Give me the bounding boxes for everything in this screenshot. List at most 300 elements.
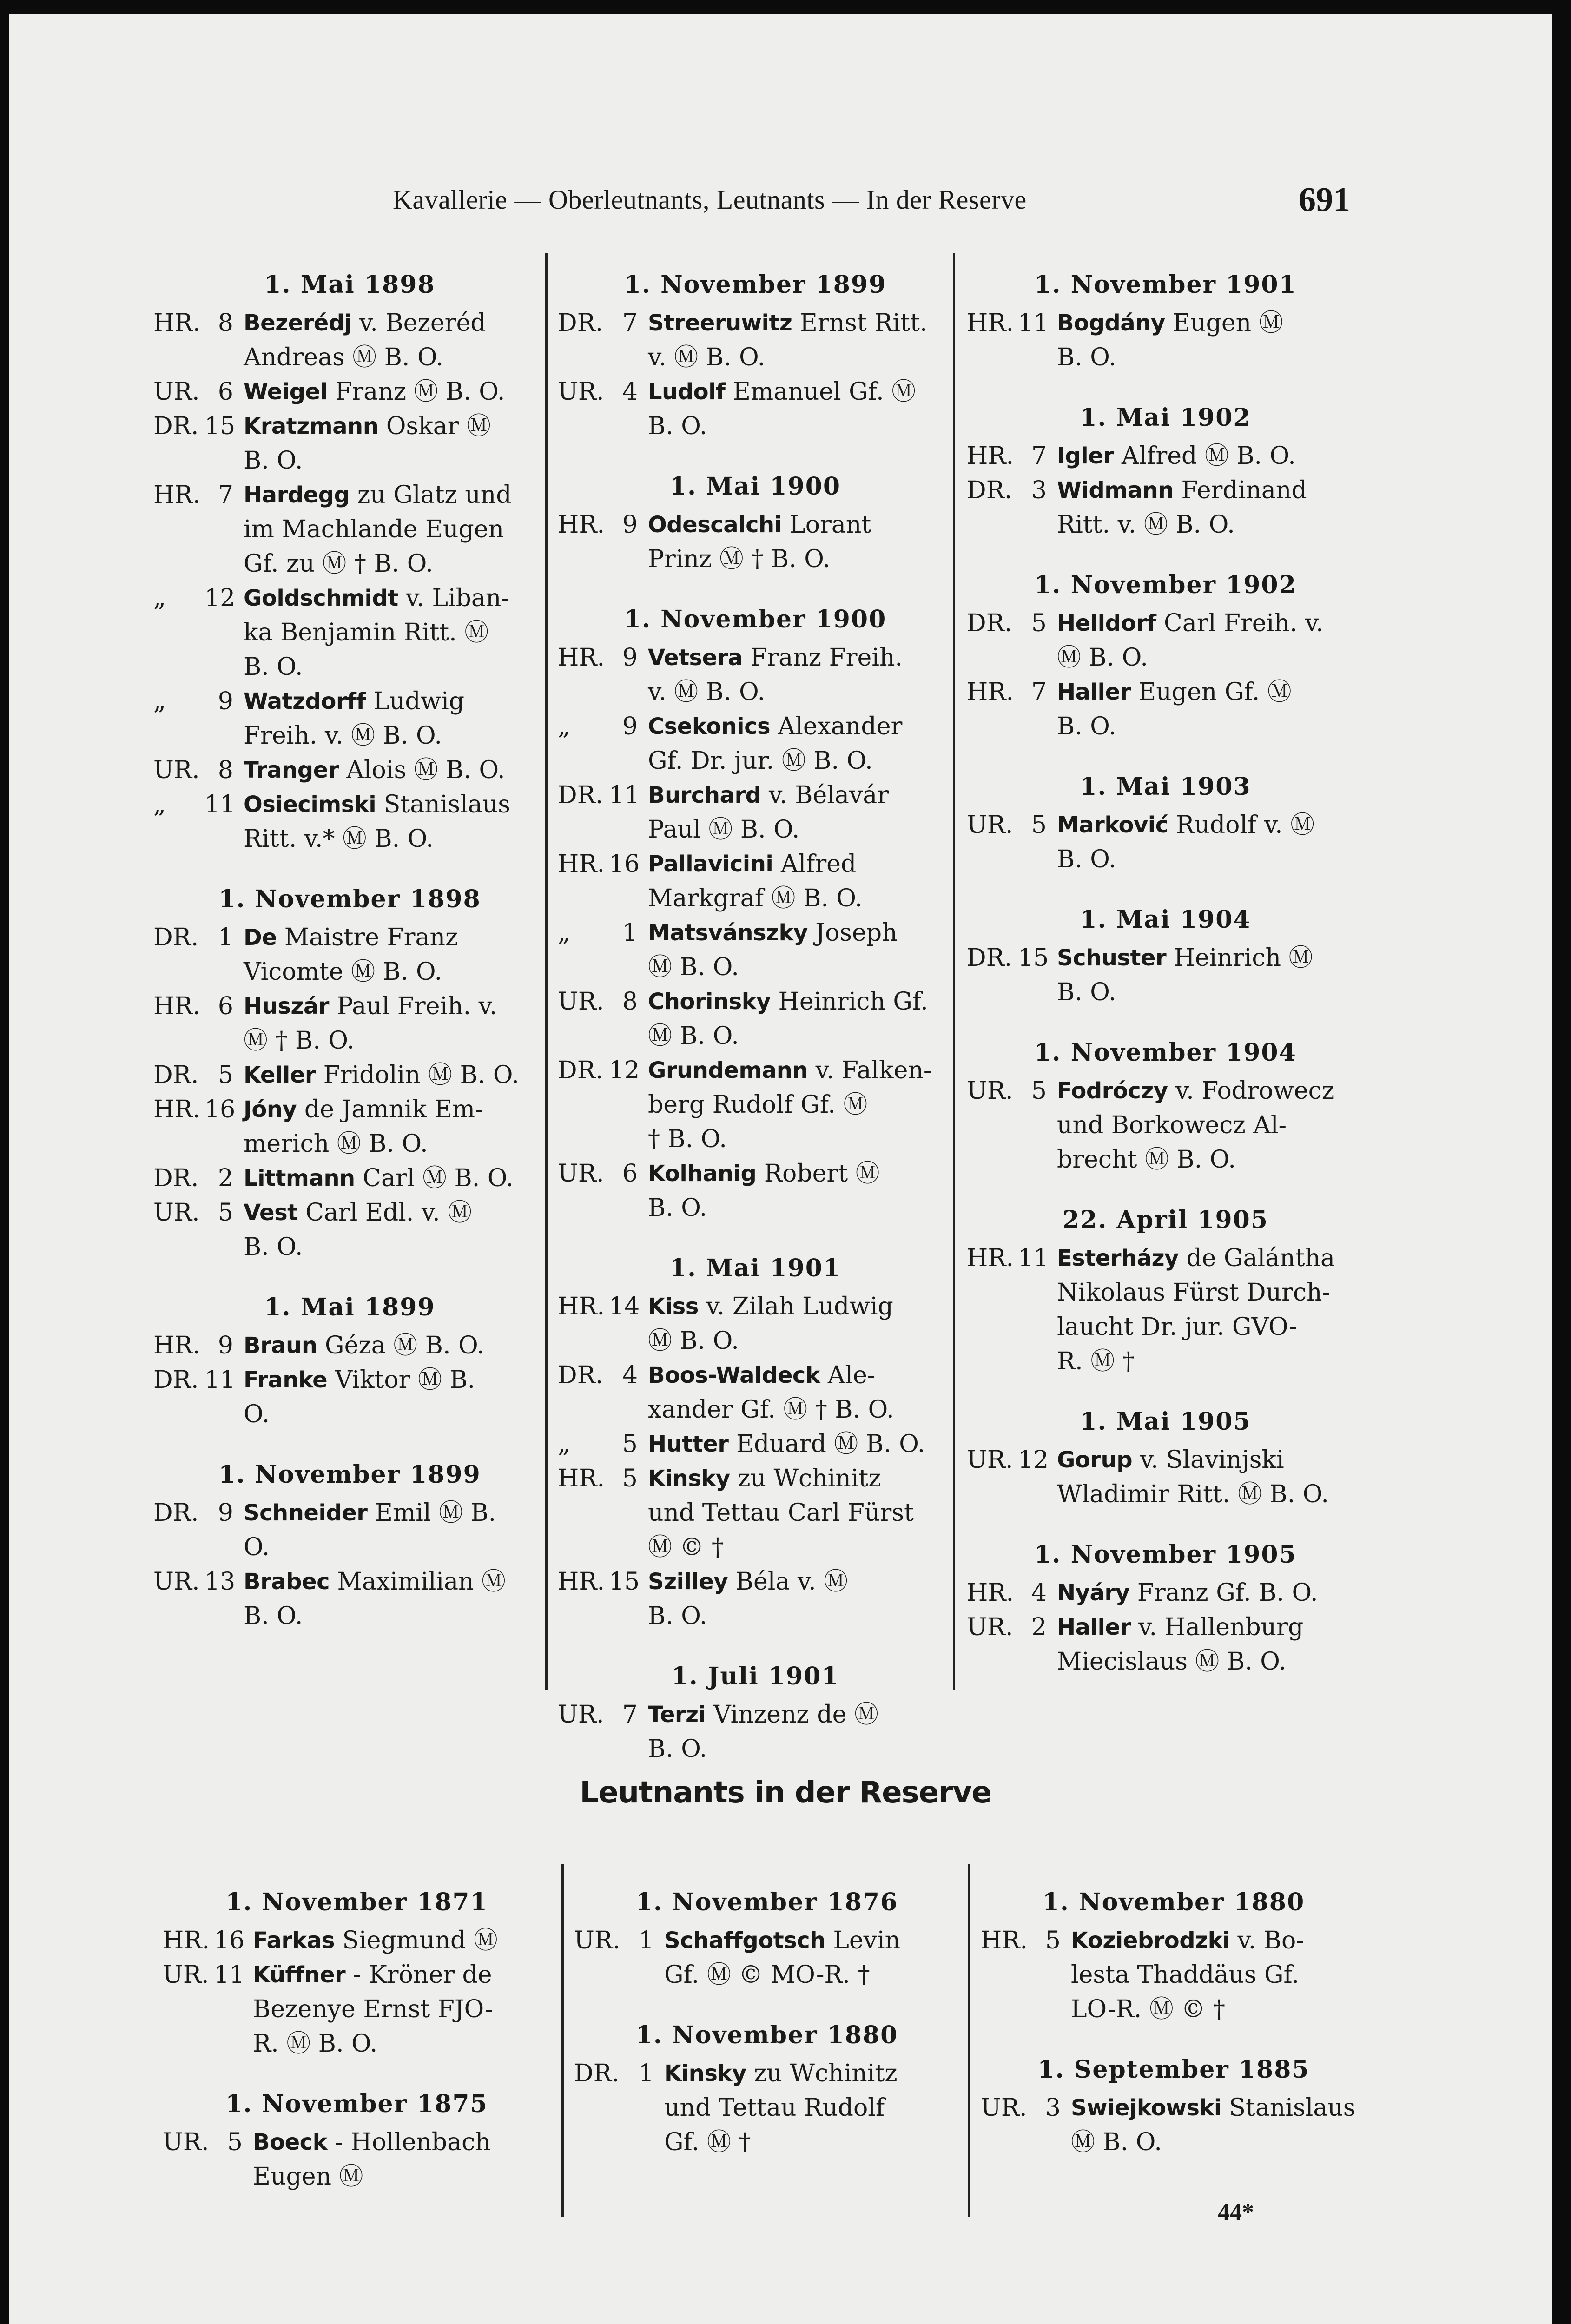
entry-text: Eduard Ⓜ B. O. xyxy=(728,1430,925,1458)
entry-text: B. O. xyxy=(244,1233,303,1261)
entry-text: Eugen Gf. Ⓜ xyxy=(1130,678,1292,706)
entry-line xyxy=(967,606,1364,640)
regiment-type: HR. xyxy=(163,1927,210,1954)
surname: Haller xyxy=(1057,1614,1131,1640)
regiment-type: DR. xyxy=(558,1361,603,1389)
register-entry xyxy=(153,581,546,684)
surname: Terzi xyxy=(648,1702,706,1728)
surname: Brabec xyxy=(244,1569,330,1595)
regiment-number: 7 xyxy=(1031,442,1047,470)
entry-text: im Machlande Eugen xyxy=(244,515,504,543)
entry-line xyxy=(967,1644,1364,1679)
entry-text: Paul Ⓜ B. O. xyxy=(648,816,800,844)
entry-line xyxy=(558,1191,953,1225)
date-heading: 1. Mai 1905 xyxy=(1080,1407,1251,1436)
entry-line xyxy=(153,1363,546,1397)
entry-line xyxy=(967,508,1364,542)
column-rule xyxy=(968,1864,970,2217)
regiment-number: 16 xyxy=(205,1096,236,1123)
date-heading: 1. November 1880 xyxy=(635,2021,898,2049)
regiment-number: 13 xyxy=(205,1568,236,1596)
entry-line xyxy=(153,1496,546,1530)
entry-text: Béla v. Ⓜ xyxy=(728,1568,848,1596)
regiment-number: 12 xyxy=(1018,1446,1049,1474)
regiment-type: UR. xyxy=(558,378,604,406)
entry-line xyxy=(558,881,953,916)
surname: Franke xyxy=(244,1367,328,1393)
entry-text: Alfred Ⓜ B. O. xyxy=(1114,442,1296,470)
entry-line xyxy=(558,306,953,340)
entry-line xyxy=(967,1610,1364,1644)
surname: Schneider xyxy=(244,1500,368,1526)
entry-text: Maistre Franz xyxy=(277,924,458,951)
entry-text: Miecislaus Ⓜ B. O. xyxy=(1057,1648,1287,1676)
regiment-type: UR. xyxy=(574,1927,620,1954)
register-entry xyxy=(153,920,546,989)
surname: Vetsera xyxy=(648,645,743,671)
entry-line xyxy=(967,1241,1364,1275)
regiment-type: HR. xyxy=(967,1244,1014,1272)
regiment-number: 4 xyxy=(622,378,638,406)
entry-line xyxy=(153,989,546,1023)
regiment-type: HR. xyxy=(153,481,201,509)
entry-text: Ferdinand xyxy=(1174,476,1307,504)
entry-text: B. O. xyxy=(648,1194,707,1222)
register-entry xyxy=(967,1576,1364,1610)
entry-text: Ritt. v. Ⓜ B. O. xyxy=(1057,511,1235,539)
surname: Kinsky xyxy=(664,2060,746,2086)
entry-text: Wladimir Ritt. Ⓜ B. O. xyxy=(1057,1480,1329,1508)
entry-text: † B. O. xyxy=(648,1125,727,1153)
entry-text: und Tettau Rudolf xyxy=(664,2094,885,2122)
register-entry xyxy=(558,1289,953,1358)
surname: Gorup xyxy=(1057,1447,1133,1473)
entry-line xyxy=(967,640,1364,675)
column-rule xyxy=(953,253,955,1690)
date-heading: 1. Mai 1899 xyxy=(264,1293,436,1321)
entry-text: Carl Edl. v. Ⓜ xyxy=(297,1199,472,1227)
surname: Hutter xyxy=(648,1431,729,1457)
entry-line xyxy=(153,443,546,478)
regiment-type: UR. xyxy=(153,756,200,784)
surname: Koziebrodzki xyxy=(1071,1928,1230,1954)
regiment-type: DR. xyxy=(153,1499,199,1527)
regiment-number: 5 xyxy=(622,1465,638,1492)
entry-line xyxy=(153,787,546,822)
regiment-type: UR. xyxy=(967,811,1013,839)
regiment-type: HR. xyxy=(153,992,201,1020)
entry-text: B. O. xyxy=(244,447,303,475)
surname: Littmann xyxy=(244,1165,355,1191)
entry-text: Ⓜ B. O. xyxy=(1071,2128,1162,2156)
entry-line xyxy=(558,1019,953,1053)
register-entry xyxy=(153,1161,546,1195)
entry-text: Gf. zu Ⓜ † B. O. xyxy=(244,550,433,578)
entry-line xyxy=(558,1427,953,1461)
entry-line xyxy=(558,1358,953,1393)
regiment-type: „ xyxy=(153,791,166,819)
entry-line xyxy=(558,542,953,576)
entry-line xyxy=(981,1958,1366,1992)
date-heading: 1. November 1898 xyxy=(218,885,481,913)
date-heading: 1. November 1901 xyxy=(1034,271,1297,299)
entry-line xyxy=(153,719,546,753)
regiment-type: UR. xyxy=(558,1160,604,1188)
entry-text: Oskar Ⓜ xyxy=(378,412,491,440)
regiment-number: 9 xyxy=(218,1499,233,1527)
regiment-number: 1 xyxy=(638,2060,654,2087)
entry-text: Emanuel Gf. Ⓜ xyxy=(725,378,916,406)
running-head xyxy=(393,180,1350,218)
entry-line xyxy=(153,1599,546,1633)
entry-text: Ale- xyxy=(820,1361,876,1389)
regiment-number: 5 xyxy=(1031,811,1047,839)
date-heading: 1. Mai 1902 xyxy=(1080,403,1251,432)
entry-line xyxy=(574,1923,960,1958)
register-entry xyxy=(558,1565,953,1633)
regiment-type: DR. xyxy=(153,1366,199,1394)
regiment-type: HR. xyxy=(558,850,605,878)
entry-text: v. Fodrowecz xyxy=(1168,1077,1335,1105)
register-entry xyxy=(558,640,953,709)
entry-line xyxy=(558,916,953,950)
regiment-type: HR. xyxy=(967,442,1014,470)
date-heading: 1. Juli 1901 xyxy=(671,1662,839,1690)
entry-text: Franz Gf. B. O. xyxy=(1129,1579,1318,1607)
regiment-type: DR. xyxy=(967,944,1012,972)
entry-text: Fridolin Ⓜ B. O. xyxy=(316,1061,519,1089)
surname: Esterházy xyxy=(1057,1245,1179,1271)
register-entry xyxy=(153,375,546,409)
entry-line xyxy=(153,822,546,856)
entry-text: R. Ⓜ † xyxy=(1057,1347,1135,1375)
regiment-number: 9 xyxy=(218,687,233,715)
entry-text: Gf. Ⓜ © MO-R. † xyxy=(664,1961,870,1989)
surname: Pallavicini xyxy=(648,851,773,877)
entry-line xyxy=(153,1058,546,1092)
register-entry xyxy=(574,1923,960,1992)
regiment-number: 11 xyxy=(205,791,236,819)
surname: Braun xyxy=(244,1333,317,1359)
date-heading: 1. Mai 1900 xyxy=(669,472,841,501)
entry-text: Heinrich Gf. xyxy=(770,988,928,1016)
surname: Jóny xyxy=(244,1096,297,1122)
entry-text: Freih. v. Ⓜ B. O. xyxy=(244,722,442,750)
entry-text: B. O. xyxy=(648,412,707,440)
date-heading: 1. November 1876 xyxy=(635,1888,898,1916)
entry-line xyxy=(558,1393,953,1427)
entry-text: ka Benjamin Ritt. Ⓜ xyxy=(244,619,489,647)
entry-line xyxy=(153,1127,546,1161)
entry-text: de Jamnik Em- xyxy=(297,1096,483,1123)
regiment-type: HR. xyxy=(558,511,605,539)
entry-line xyxy=(153,1397,546,1432)
entry-line xyxy=(967,1074,1364,1108)
entry-text: Robert Ⓜ xyxy=(756,1160,880,1188)
register-entry xyxy=(967,606,1364,675)
date-heading: 1. November 1905 xyxy=(1034,1540,1297,1569)
date-heading: 1. Mai 1898 xyxy=(264,271,436,299)
surname: Farkas xyxy=(253,1928,335,1954)
entry-line xyxy=(153,1328,546,1363)
entry-line xyxy=(153,753,546,787)
entry-text: Ⓜ B. O. xyxy=(648,953,739,981)
regiment-number: 11 xyxy=(214,1961,245,1989)
entry-text: Paul Freih. v. xyxy=(329,992,497,1020)
entry-text: lesta Thaddäus Gf. xyxy=(1071,1961,1300,1989)
regiment-type: HR. xyxy=(558,644,605,672)
leutnants-column-1 xyxy=(163,1882,551,2194)
regiment-type: UR. xyxy=(163,2128,209,2156)
regiment-number: 5 xyxy=(227,2128,243,2156)
entry-line xyxy=(574,2125,960,2159)
entry-line xyxy=(163,2125,551,2159)
surname: Schaffgotsch xyxy=(664,1928,825,1954)
entry-line xyxy=(153,1565,546,1599)
register-entry xyxy=(558,916,953,984)
surname: Tranger xyxy=(244,757,339,783)
date-heading: 1. November 1880 xyxy=(1042,1888,1305,1916)
register-entry xyxy=(981,1923,1366,2027)
register-entry xyxy=(558,1156,953,1225)
regiment-type: HR. xyxy=(967,1579,1014,1607)
surname: Csekonics xyxy=(648,713,771,739)
surname: Schuster xyxy=(1057,945,1167,971)
register-entry xyxy=(558,1053,953,1156)
register-entry xyxy=(558,778,953,847)
regiment-type: DR. xyxy=(153,1164,199,1192)
surname: Küffner xyxy=(253,1962,346,1988)
entry-text: LO-R. Ⓜ © † xyxy=(1071,1995,1225,2023)
regiment-number: 15 xyxy=(1018,944,1049,972)
regiment-number: 7 xyxy=(218,481,233,509)
regiment-type: UR. xyxy=(163,1961,209,1989)
signature-mark: 44* xyxy=(1218,2199,1254,2225)
entry-line xyxy=(153,547,546,581)
entry-text: und Tettau Carl Fürst xyxy=(648,1499,914,1527)
register-entry xyxy=(153,1363,546,1432)
entry-line xyxy=(558,1496,953,1530)
entry-text: zu Glatz und xyxy=(350,481,512,509)
regiment-type: HR. xyxy=(967,309,1014,337)
entry-text: B. O. xyxy=(1057,713,1116,740)
entry-line xyxy=(967,808,1364,842)
register-entry xyxy=(153,478,546,581)
entry-line xyxy=(153,375,546,409)
regiment-type: DR. xyxy=(574,2060,620,2087)
regiment-number: 8 xyxy=(218,756,233,784)
register-entry xyxy=(558,1427,953,1461)
surname: Haller xyxy=(1057,679,1131,705)
entry-text: Eugen Ⓜ xyxy=(253,2163,363,2191)
entry-text: v. Liban- xyxy=(398,584,509,612)
entry-text: berg Rudolf Gf. Ⓜ xyxy=(648,1091,868,1119)
register-entry xyxy=(967,808,1364,877)
surname: Helldorf xyxy=(1057,610,1156,636)
regiment-number: 11 xyxy=(205,1366,236,1394)
entry-text: Maximilian Ⓜ xyxy=(330,1568,506,1596)
entry-text: B. O. xyxy=(1057,343,1116,371)
regiment-number: 8 xyxy=(622,988,638,1016)
entry-line xyxy=(163,2027,551,2061)
surname: Osiecimski xyxy=(244,792,376,818)
entry-line xyxy=(163,2159,551,2194)
entry-text: v. Ⓜ B. O. xyxy=(648,343,766,371)
entry-text: v. Bo- xyxy=(1229,1927,1304,1954)
register-entry xyxy=(967,1443,1364,1512)
regiment-number: 6 xyxy=(218,378,233,406)
register-entry xyxy=(967,473,1364,542)
entry-line xyxy=(967,675,1364,709)
regiment-number: 14 xyxy=(609,1293,640,1320)
oberleutnants-column-3 xyxy=(967,265,1364,1679)
regiment-number: 7 xyxy=(1031,678,1047,706)
entry-line xyxy=(153,1530,546,1565)
entry-text: O. xyxy=(244,1533,270,1561)
entry-line xyxy=(967,975,1364,1010)
entry-text: Lorant xyxy=(781,511,871,539)
oberleutnants-column-2 xyxy=(558,265,953,1766)
surname: Kinsky xyxy=(648,1466,730,1492)
regiment-number: 16 xyxy=(214,1927,245,1954)
surname: Hardegg xyxy=(244,482,350,508)
register-entry xyxy=(967,1610,1364,1679)
entry-text: v. Zilah Ludwig xyxy=(698,1293,893,1320)
entry-line xyxy=(558,950,953,984)
entry-text: Markgraf Ⓜ B. O. xyxy=(648,885,863,912)
surname: Burchard xyxy=(648,782,761,808)
surname: Boos-Waldeck xyxy=(648,1362,820,1388)
leutnants-column-3 xyxy=(981,1882,1366,2159)
regiment-number: 12 xyxy=(205,584,236,612)
entry-line xyxy=(558,1697,953,1732)
entry-line xyxy=(558,709,953,744)
entry-text: Heinrich Ⓜ xyxy=(1166,944,1313,972)
register-entry xyxy=(967,306,1364,375)
register-entry xyxy=(153,1058,546,1092)
date-heading: 22. April 1905 xyxy=(1062,1206,1268,1234)
entry-line xyxy=(153,478,546,512)
regiment-type: DR. xyxy=(153,1061,199,1089)
surname: Swiejkowski xyxy=(1071,2095,1221,2121)
regiment-number: 1 xyxy=(218,924,233,951)
entry-text: Alexander xyxy=(770,713,903,740)
regiment-type: „ xyxy=(558,919,570,947)
register-entry xyxy=(967,675,1364,744)
date-heading: 1. November 1902 xyxy=(1034,571,1297,599)
surname: Nyáry xyxy=(1057,1580,1130,1606)
regiment-type: HR. xyxy=(558,1568,605,1596)
entry-line xyxy=(981,2125,1366,2159)
date-heading: 1. September 1885 xyxy=(1037,2055,1310,2084)
entry-text: xander Gf. Ⓜ † B. O. xyxy=(648,1396,894,1424)
entry-text: Gf. Ⓜ † xyxy=(664,2128,751,2156)
register-entry xyxy=(153,1092,546,1161)
register-entry xyxy=(558,847,953,916)
entry-text: Ⓜ B. O. xyxy=(1057,644,1148,672)
register-entry xyxy=(163,1923,551,1958)
entry-line xyxy=(967,1443,1364,1477)
entry-line xyxy=(967,1310,1364,1344)
register-entry xyxy=(153,989,546,1058)
entry-text: - Kröner de xyxy=(345,1961,492,1989)
regiment-type: „ xyxy=(153,584,166,612)
entry-line xyxy=(153,1195,546,1230)
entry-text: Géza Ⓜ B. O. xyxy=(317,1332,485,1360)
surname: Chorinsky xyxy=(648,989,771,1015)
register-entry xyxy=(153,409,546,478)
surname: De xyxy=(244,924,277,951)
regiment-type: DR. xyxy=(967,476,1012,504)
entry-line xyxy=(153,1092,546,1127)
surname: Ludolf xyxy=(648,379,726,405)
register-entry xyxy=(967,941,1364,1010)
regiment-type: HR. xyxy=(558,1293,605,1320)
entry-line xyxy=(558,1122,953,1156)
entry-text: Carl Ⓜ B. O. xyxy=(355,1164,514,1192)
entry-line xyxy=(967,439,1364,473)
entry-text: v. Bezeréd xyxy=(351,309,486,337)
entry-text: - Hollenbach xyxy=(327,2128,491,2156)
entry-line xyxy=(558,1156,953,1191)
entry-line xyxy=(153,615,546,650)
regiment-number: 5 xyxy=(622,1430,638,1458)
surname: Keller xyxy=(244,1062,316,1088)
surname: Igler xyxy=(1057,443,1114,469)
entry-line xyxy=(558,409,953,443)
regiment-type: HR. xyxy=(153,309,201,337)
entry-text: B. O. xyxy=(244,653,303,681)
entry-text: Vinzenz de Ⓜ xyxy=(706,1701,878,1729)
entry-line xyxy=(574,2056,960,2091)
surname: Matsvánszky xyxy=(648,920,808,946)
register-entry xyxy=(153,306,546,375)
entry-line xyxy=(153,1161,546,1195)
entry-text: laucht Dr. jur. GVO- xyxy=(1057,1313,1298,1341)
entry-line xyxy=(981,1992,1366,2027)
register-entry xyxy=(967,1074,1364,1177)
regiment-number: 4 xyxy=(622,1361,638,1389)
regiment-number: 5 xyxy=(1031,1077,1047,1105)
entry-line xyxy=(967,306,1364,340)
register-entry xyxy=(967,1241,1364,1379)
surname: Grundemann xyxy=(648,1057,808,1083)
regiment-number: 6 xyxy=(622,1160,638,1188)
entry-text: Franz Freih. xyxy=(742,644,903,672)
entry-line xyxy=(558,1565,953,1599)
regiment-number: 1 xyxy=(638,1927,654,1954)
entry-text: zu Wchinitz xyxy=(746,2060,898,2087)
entry-text: B. O. xyxy=(648,1735,707,1763)
entry-line xyxy=(558,508,953,542)
entry-text: Eugen Ⓜ xyxy=(1165,309,1283,337)
regiment-type: DR. xyxy=(558,781,603,809)
entry-line xyxy=(558,1088,953,1122)
regiment-number: 7 xyxy=(622,1701,638,1729)
entry-text: Prinz Ⓜ † B. O. xyxy=(648,545,831,573)
register-entry xyxy=(558,375,953,443)
regiment-number: 5 xyxy=(218,1199,233,1227)
entry-text: B. O. xyxy=(648,1602,707,1630)
register-entry xyxy=(163,2125,551,2194)
regiment-type: UR. xyxy=(558,988,604,1016)
regiment-number: 9 xyxy=(622,644,638,672)
entry-line xyxy=(967,1344,1364,1379)
surname: Kiss xyxy=(648,1294,699,1320)
date-heading: 1. November 1875 xyxy=(225,2090,488,2118)
entry-line xyxy=(153,650,546,684)
entry-line xyxy=(967,709,1364,744)
